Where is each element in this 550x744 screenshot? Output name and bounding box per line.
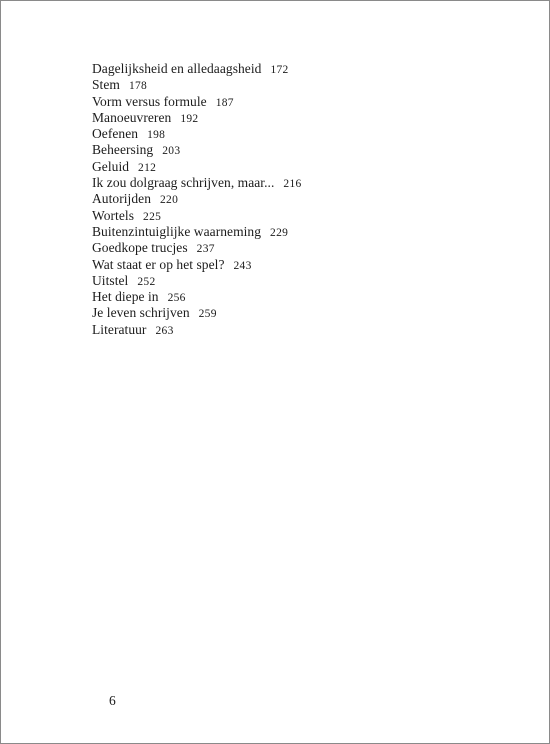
toc-entry <box>92 289 302 305</box>
toc-entry-page: 172 <box>270 64 289 76</box>
toc-entry-page: 178 <box>128 80 148 93</box>
toc-entry-page: 256 <box>167 292 186 305</box>
toc-entry-title: Stem <box>92 77 120 93</box>
toc-entry <box>92 208 302 224</box>
toc-entry <box>92 191 302 207</box>
toc-entry <box>92 142 302 158</box>
toc-entry-page: 263 <box>155 324 174 337</box>
toc-entry-title: Beheersing <box>92 142 154 158</box>
toc-entry-page: 203 <box>162 145 181 158</box>
toc-entry-title: Je leven schrijven <box>92 305 190 321</box>
toc-entry-page: 259 <box>198 308 217 321</box>
toc-entry-title: Literatuur <box>92 321 147 337</box>
toc-entry-title: Goedkope trucjes <box>92 240 188 256</box>
toc-entry-title: Uitstel <box>92 272 129 288</box>
toc-entry-page: 198 <box>147 129 166 142</box>
toc-entry-title: Vorm versus formule <box>92 93 207 109</box>
toc-entry <box>92 110 302 126</box>
toc-entry-page: 229 <box>270 226 289 239</box>
toc-entry-title: Autorijden <box>92 191 151 207</box>
toc-entry <box>92 322 302 338</box>
toc-entry-title: Wat staat er op het spel? <box>92 256 225 272</box>
toc-entry <box>92 224 302 240</box>
toc-entry-page: 220 <box>160 194 179 207</box>
toc-entry-title: Geluid <box>92 158 130 174</box>
toc-entry <box>92 94 302 110</box>
toc-entry <box>92 273 302 289</box>
toc-entry-title: Het diepe in <box>92 289 159 305</box>
toc-entry-title: Dagelijksheid en alledaagsheid <box>92 61 262 76</box>
toc-entry-title: Wortels <box>92 207 135 223</box>
toc-entry-title: Oefenen <box>92 126 139 142</box>
toc-entry <box>92 175 302 191</box>
page-number: 6 <box>109 693 116 708</box>
toc-entry <box>92 240 302 256</box>
toc-entry-page: 237 <box>196 243 215 256</box>
toc-entry-page: 192 <box>180 112 199 125</box>
toc-entry-page: 252 <box>137 275 156 288</box>
toc-entry <box>92 159 302 175</box>
toc-entry-page: 216 <box>283 178 302 191</box>
toc-entry-page: 187 <box>215 96 234 109</box>
toc-entry <box>92 61 302 77</box>
toc-entry <box>92 257 302 273</box>
toc-entry <box>92 77 302 93</box>
toc-entry-title: Ik zou dolgraag schrijven, maar... <box>92 175 275 191</box>
toc-entry-page: 212 <box>138 161 157 174</box>
toc-entry-title: Manoeuvreren <box>92 109 172 125</box>
toc-entry-title: Buitenzintuiglijke waarneming <box>92 223 262 239</box>
table-of-contents <box>92 61 302 338</box>
toc-entry <box>92 305 302 321</box>
toc-entry-page: 243 <box>233 259 252 272</box>
toc-entry-page: 225 <box>143 210 162 223</box>
toc-entry <box>92 126 302 142</box>
